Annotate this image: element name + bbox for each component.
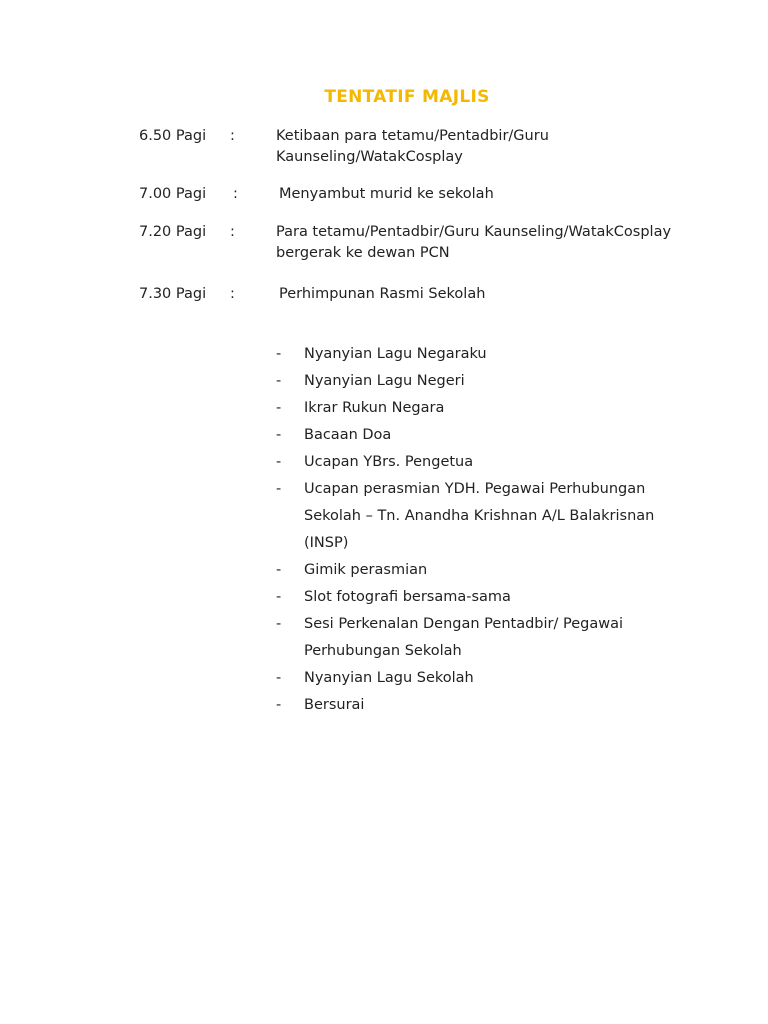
- schedule-time: 7.20 Pagi: [139, 224, 207, 240]
- list-item: [0, 368, 768, 395]
- schedule-activity: Ketibaan para tetamu/Pentadbir/Guru Kaunseling/WatakCosplay: [276, 128, 549, 165]
- list-item-text: Sesi Perkenalan Dengan Pentadbir/ Pegawai Perhubungan Sekolah: [304, 616, 623, 659]
- list-item: [0, 341, 768, 368]
- document-title: TENTATIF MAJLIS: [324, 87, 490, 107]
- list-item-text: Gimik perasmian: [304, 562, 428, 578]
- list-marker: -: [276, 562, 282, 578]
- list-item-text: Ikrar Rukun Negara: [304, 400, 445, 416]
- list-marker: -: [276, 697, 282, 713]
- schedule-separator: :: [230, 128, 235, 144]
- list-marker: -: [276, 373, 282, 389]
- list-marker: -: [276, 400, 282, 416]
- list-item: [0, 557, 768, 584]
- schedule-activity: Para tetamu/Pentadbir/Guru Kaunseling/WatakCosplay bergerak ke dewan PCN: [276, 224, 672, 261]
- list-item-text: Nyanyian Lagu Negeri: [304, 373, 465, 389]
- list-item: [0, 665, 768, 692]
- schedule-separator: :: [230, 224, 235, 240]
- list-item: [0, 395, 768, 422]
- schedule-time: 7.00 Pagi: [139, 186, 207, 202]
- list-item: [0, 692, 768, 719]
- list-item-text: Bacaan Doa: [304, 427, 392, 443]
- list-item-text: Ucapan perasmian YDH. Pegawai Perhubungan Sekolah – Tn. Anandha Krishnan A/L Balakrisnan (INSP): [304, 481, 655, 551]
- list-marker: -: [276, 589, 282, 605]
- list-item-text: Nyanyian Lagu Negaraku: [304, 346, 487, 362]
- list-item: [0, 584, 768, 611]
- schedule-activity: Perhimpunan Rasmi Sekolah: [279, 286, 486, 302]
- list-item: [0, 449, 768, 476]
- schedule-separator: :: [230, 286, 235, 302]
- list-marker: -: [276, 454, 282, 470]
- schedule-time: 6.50 Pagi: [139, 128, 207, 144]
- schedule-separator: :: [233, 186, 238, 202]
- list-item-text: Bersurai: [304, 697, 365, 713]
- list-marker: -: [276, 481, 282, 497]
- list-item-text: Ucapan YBrs. Pengetua: [304, 454, 474, 470]
- schedule-time: 7.30 Pagi: [139, 286, 207, 302]
- list-item-text: Nyanyian Lagu Sekolah: [304, 670, 474, 686]
- list-item-text: Slot fotografi bersama-sama: [304, 589, 511, 605]
- list-item: [0, 422, 768, 449]
- list-item: [0, 476, 768, 557]
- schedule-activity: Menyambut murid ke sekolah: [279, 186, 494, 202]
- list-marker: -: [276, 670, 282, 686]
- program-list: [0, 341, 768, 719]
- list-marker: -: [276, 346, 282, 362]
- list-marker: -: [276, 616, 282, 632]
- list-marker: -: [276, 427, 282, 443]
- list-item: [0, 611, 768, 665]
